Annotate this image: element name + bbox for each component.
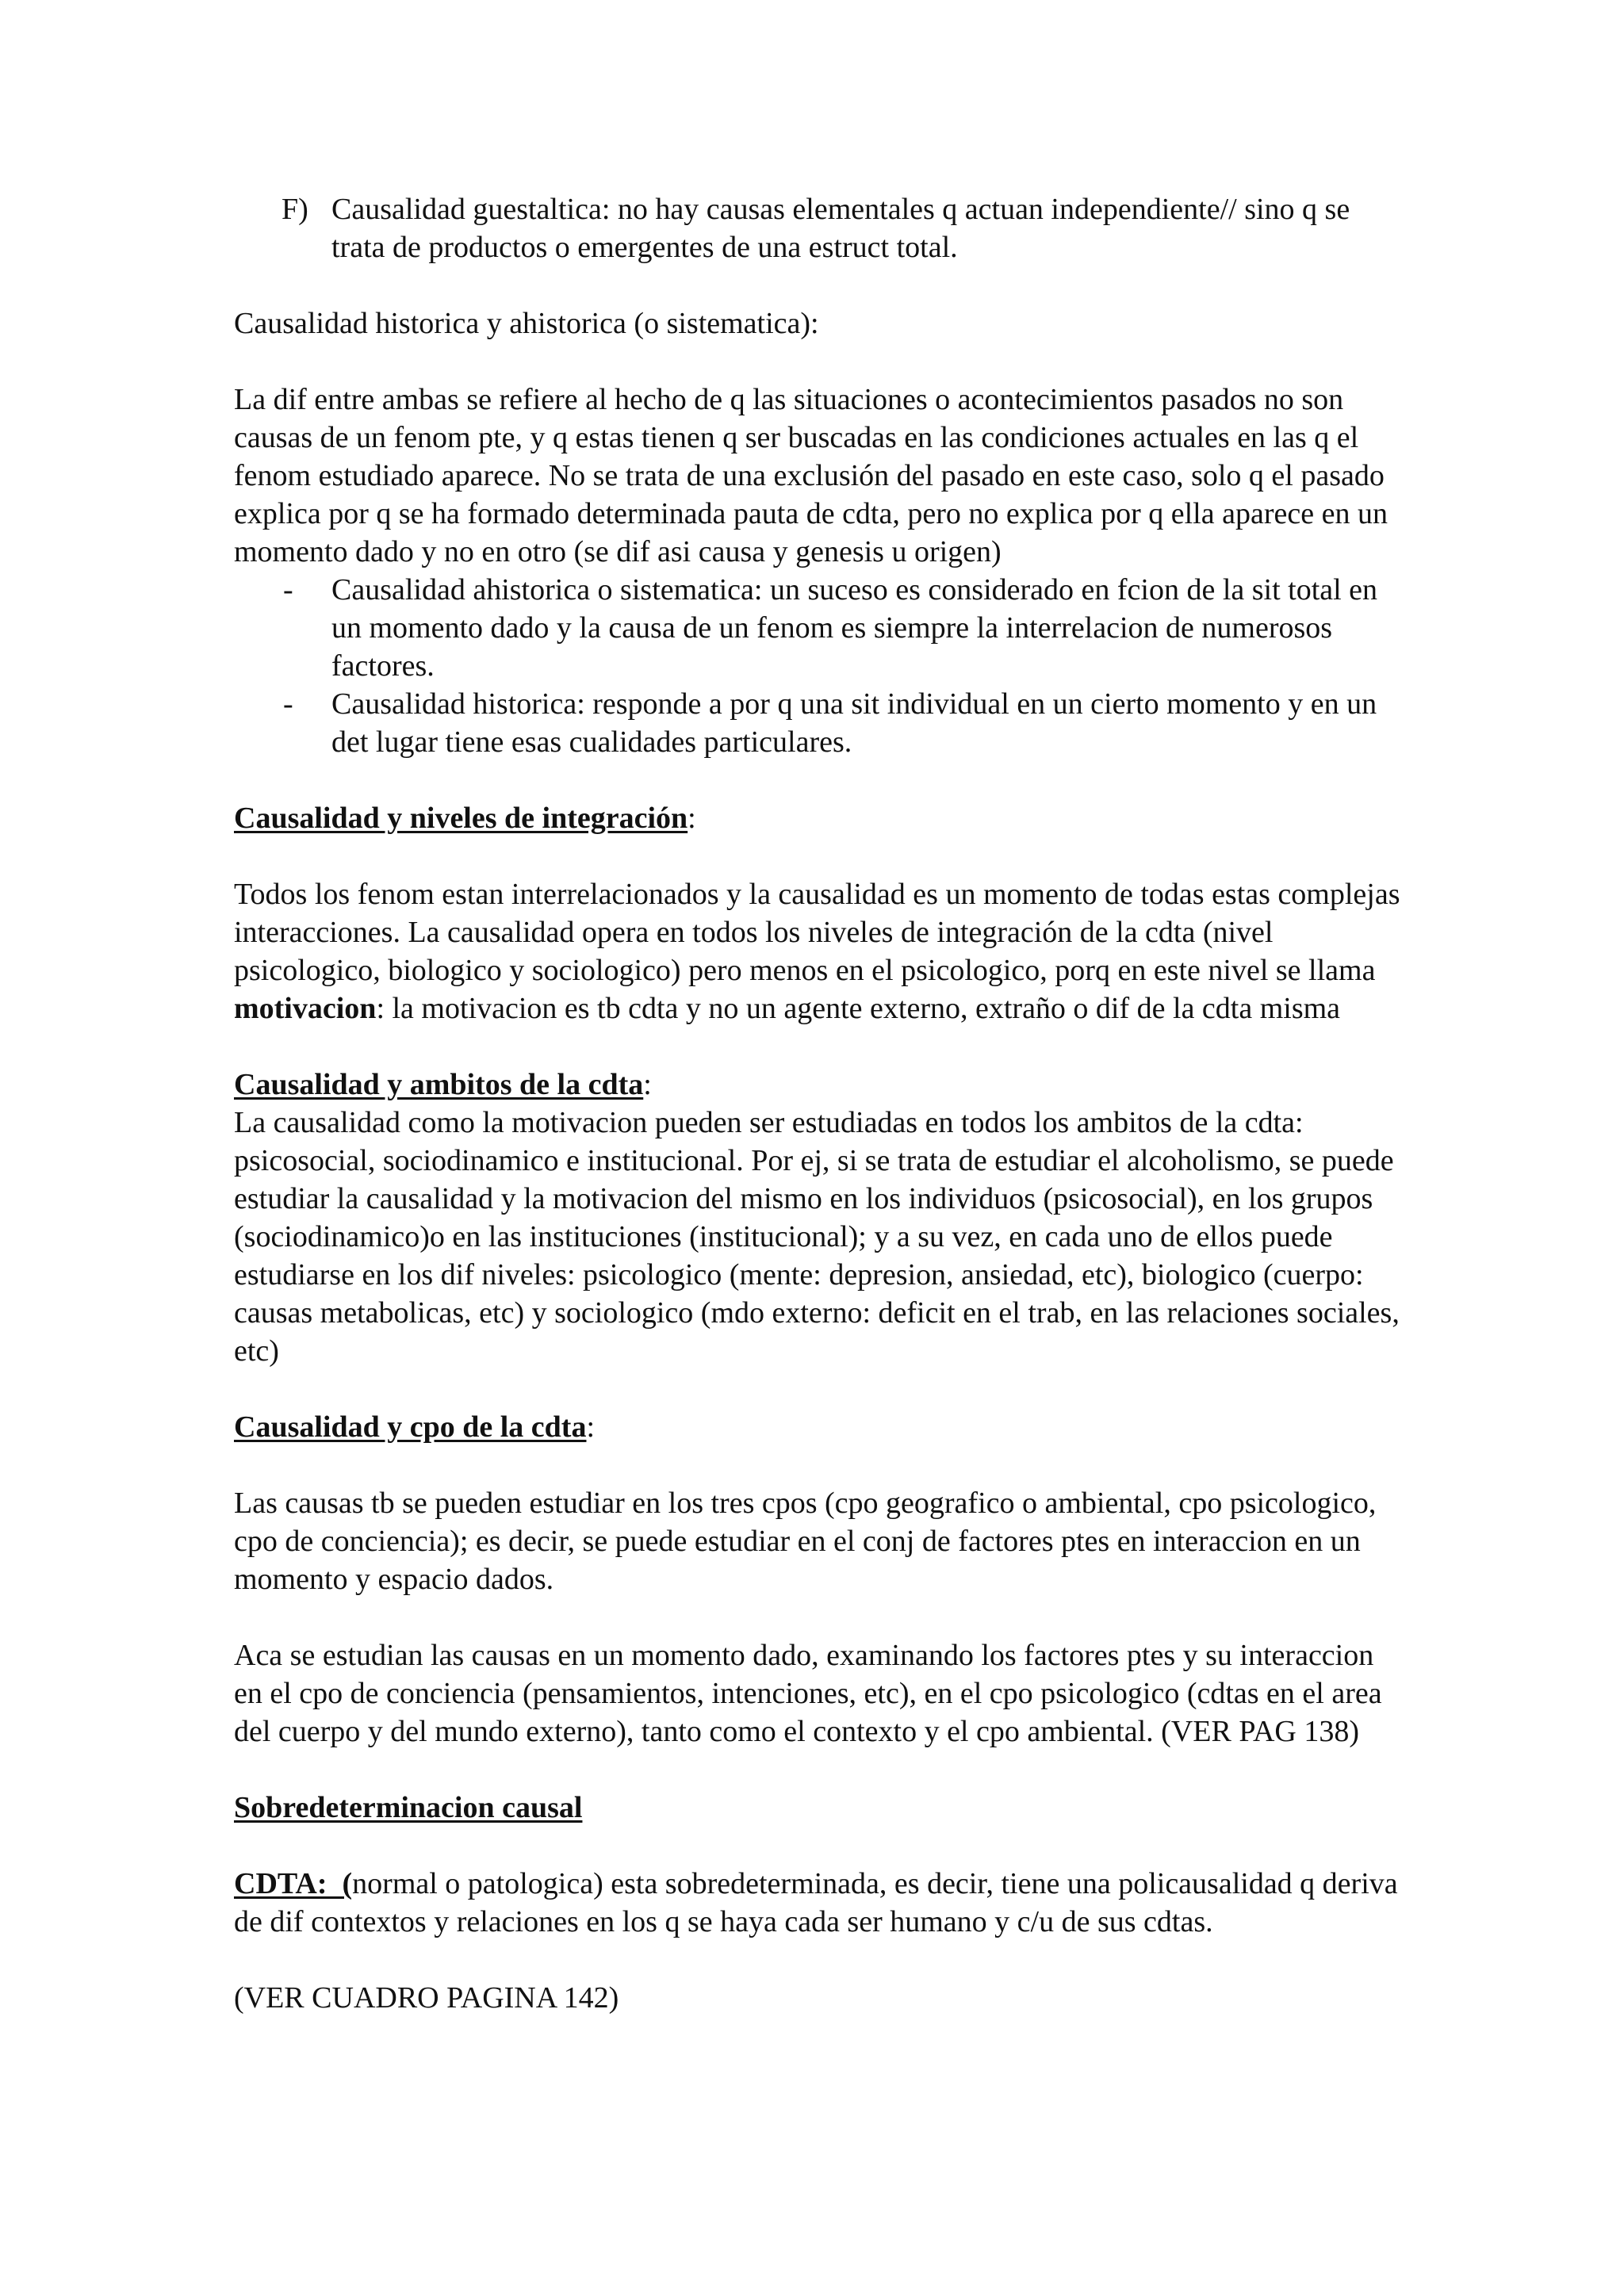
heading-text: Causalidad y cpo de la cdta (234, 1410, 587, 1444)
paragraph-text: Todos los fenom estan interrelacionados y la causalidad es un momento de todas estas complejas interacciones. La causalidad opera en todos los niveles de integración de la cdta (nivel psicologico, biologico y sociologico) pero menos en el psicologico, porq en este nivel se llama (234, 878, 1400, 987)
heading-colon: : (643, 1068, 652, 1101)
paragraph-text: : la motivacion es tb cdta y no un agente externo, extraño o dif de la cdta misma (376, 992, 1341, 1025)
paragraph-ambitos: La causalidad como la motivacion pueden ser estudiadas en todos los ambitos de la cdta: psicosocial, sociodinamico e institucional. Por ej, si se trata de estudiar el alcoholismo, se puede estudiar la causalidad y la motivacion del mismo en los individuos (psicosocial), en los grupos (sociodinamico)o en las instituciones (institucional); y a su vez, en cada uno de ellos puede estudiarse en los dif niveles: psicologico (mente: depresion, ansiedad, etc), biologico (cuerpo: causas metabolicas, etc) y sociologico (mdo externo: deficit en el trab, en las relaciones sociales, etc) (234, 1106, 1400, 1368)
bullet-text: Causalidad ahistorica o sistematica: un suceso es considerado en fcion de la sit total en un momento dado y la causa de un fenom es siempre la interrelacion de numerosos factores. (331, 573, 1378, 683)
bold-term: motivacion (234, 992, 377, 1025)
bullet-marker: - (283, 573, 293, 607)
paragraph-historica: La dif entre ambas se refiere al hecho de q las situaciones o acontecimientos pasados no son causas de un fenom pte, y q estas tienen q ser buscadas en las condiciones actuales en las q el fenom estudiado aparece. No se trata de una exclusión del pasado en este caso, solo q el pasado explica por q se ha formado determinada pauta de cdta, pero no explica por q ella aparece en un momento dado y no en otro (se dif asi causa y genesis u origen) (234, 383, 1388, 568)
list-item-text: Causalidad guestaltica: no hay causas elementales q actuan independiente// sino q se trata de productos o emergentes de una estruct total. (331, 193, 1350, 264)
document-page (234, 190, 1408, 2017)
bullet-item (234, 571, 1408, 685)
list-item-f (234, 190, 1408, 266)
paragraph-text: normal o patologica) esta sobredeterminada, es decir, tiene una policausalidad q deriva de dif contextos y relaciones en los q se haya cada ser humano y c/u de sus cdtas. (234, 1867, 1398, 1938)
heading-colon: : (688, 802, 696, 835)
paragraph-niveles (234, 875, 1408, 1027)
bullet-item (234, 685, 1408, 761)
list-marker: F) (282, 193, 308, 226)
paragraph-cpo-2: Aca se estudian las causas en un momento dado, examinando los factores ptes y su interaccion en el cpo de conciencia (pensamientos, intenciones, etc), en el cpo psicologico (cdtas en el area del cuerpo y del mundo externo), tanto como el contexto y el cpo ambiental. (VER PAG 138) (234, 1639, 1382, 1748)
paragraph-cdta (234, 1865, 1408, 1941)
paragraph-cpo-1: Las causas tb se pueden estudiar en los tres cpos (cpo geografico o ambiental, cpo psicologico, cpo de conciencia); es decir, se puede estudiar en el conj de factores ptes en interaccion en un momento y espacio dados. (234, 1487, 1377, 1596)
bullet-marker: - (283, 687, 293, 721)
section-title-historica: Causalidad historica y ahistorica (o sistematica): (234, 307, 819, 340)
heading-text: Sobredeterminacion causal (234, 1791, 583, 1824)
heading-colon: : (586, 1410, 596, 1444)
cdta-label: CDTA: ( (234, 1867, 353, 1900)
section-heading-ambitos (234, 1066, 1408, 1104)
heading-text: Causalidad y niveles de integración (234, 802, 688, 835)
section-heading-sobredeterminacion (234, 1789, 1408, 1827)
section-heading-cpo (234, 1408, 1408, 1446)
section-heading-niveles (234, 799, 1408, 837)
bullet-text: Causalidad historica: responde a por q una sit individual en un cierto momento y en un det lugar tiene esas cualidades particulares. (331, 687, 1377, 759)
heading-text: Causalidad y ambitos de la cdta (234, 1068, 644, 1101)
reference-note: (VER CUADRO PAGINA 142) (234, 1981, 619, 2015)
